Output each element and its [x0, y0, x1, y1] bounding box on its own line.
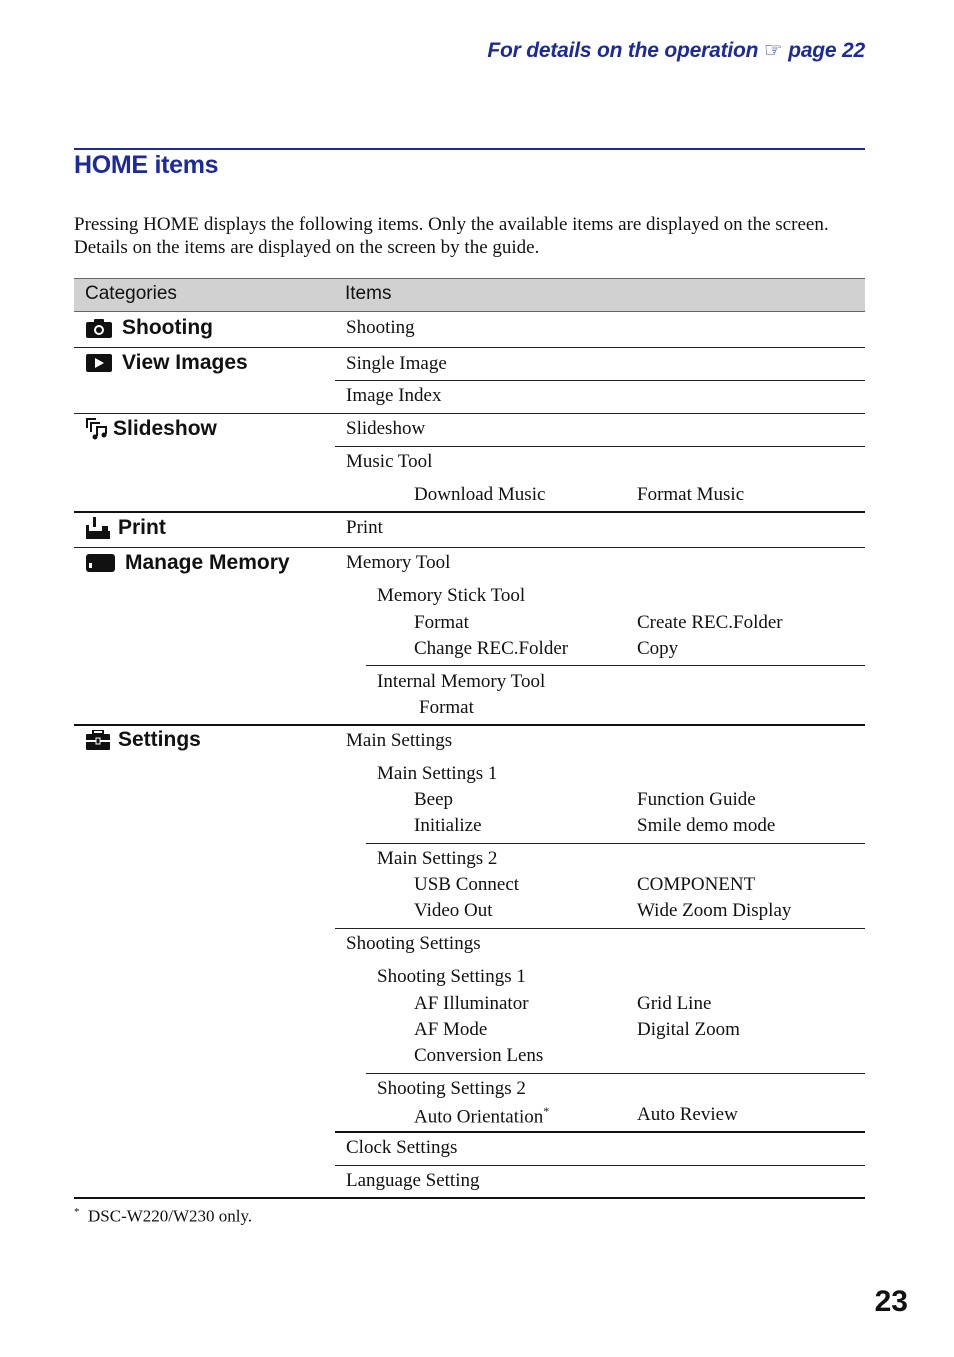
header-cross-reference	[487, 38, 865, 63]
item-beep: Beep	[414, 789, 454, 810]
row-divider	[74, 547, 865, 548]
item-af-illuminator: AF Illuminator	[414, 993, 529, 1014]
item-main-settings-1: Main Settings 1	[377, 763, 498, 784]
category-manage-memory	[86, 551, 290, 575]
item-auto-orientation-label: Auto Orientation	[414, 1106, 544, 1128]
row-divider	[335, 446, 865, 447]
row-divider	[74, 347, 865, 348]
item-language-setting: Language Setting	[346, 1170, 480, 1191]
item-music-tool: Music Tool	[346, 451, 433, 472]
item-shooting-settings-1: Shooting Settings 1	[377, 966, 526, 987]
category-label: Print	[118, 516, 166, 539]
item-memory-stick-tool: Memory Stick Tool	[377, 585, 526, 606]
playback-icon	[86, 354, 112, 372]
print-icon	[86, 517, 110, 539]
page-number: 23	[874, 1285, 908, 1318]
item-usb-connect: USB Connect	[414, 874, 520, 895]
row-divider	[335, 380, 865, 381]
table-header	[74, 278, 865, 312]
sub-divider	[366, 665, 865, 666]
table-bottom-rule	[74, 1197, 865, 1199]
item-download-music: Download Music	[414, 484, 546, 505]
sub-divider	[366, 1073, 865, 1074]
group-divider	[74, 511, 865, 513]
item-conversion-lens: Conversion Lens	[414, 1045, 544, 1066]
item-video-out: Video Out	[414, 900, 493, 921]
item-im-format: Format	[419, 697, 474, 718]
category-print	[86, 516, 166, 540]
item-function-guide: Function Guide	[637, 789, 756, 810]
item-grid-line: Grid Line	[637, 993, 712, 1014]
item-shooting-settings: Shooting Settings	[346, 933, 481, 954]
header-ref-text: For details on the operation	[487, 39, 759, 62]
item-component: COMPONENT	[637, 874, 756, 895]
header-ref-page: page 22	[788, 39, 865, 62]
item-format-music: Format Music	[637, 484, 745, 505]
row-divider	[335, 928, 865, 929]
group-divider	[335, 1131, 865, 1133]
item-single-image: Single Image	[346, 353, 447, 374]
item-slideshow: Slideshow	[346, 418, 426, 439]
category-label: Shooting	[122, 316, 213, 339]
col-items: Items	[345, 283, 392, 304]
item-memory-tool: Memory Tool	[346, 552, 451, 573]
item-ms-format: Format	[414, 612, 469, 633]
category-view-images	[86, 351, 248, 375]
category-shooting	[86, 316, 213, 340]
category-label: Manage Memory	[125, 551, 290, 574]
item-change-rec-folder: Change REC.Folder	[414, 638, 569, 659]
item-digital-zoom: Digital Zoom	[637, 1019, 740, 1040]
item-shooting-settings-2: Shooting Settings 2	[377, 1078, 526, 1099]
category-settings	[86, 728, 201, 752]
col-categories: Categories	[85, 283, 177, 304]
item-shooting: Shooting	[346, 317, 415, 338]
footnote-symbol: *	[74, 1206, 80, 1218]
item-copy: Copy	[637, 638, 679, 659]
item-auto-orientation	[414, 1104, 549, 1128]
row-divider	[74, 413, 865, 414]
title-rule	[74, 148, 865, 150]
camera-icon	[86, 318, 112, 338]
item-main-settings: Main Settings	[346, 730, 453, 751]
intro-paragraph: Pressing HOME displays the following items. Only the available items are displayed on the screen. Details on the items are displayed on the screen by the guide.	[74, 214, 829, 258]
item-af-mode: AF Mode	[414, 1019, 488, 1040]
section-title: HOME items	[74, 151, 219, 179]
item-image-index: Image Index	[346, 385, 442, 406]
item-smile-demo-mode: Smile demo mode	[637, 815, 776, 836]
item-print: Print	[346, 517, 383, 538]
item-initialize: Initialize	[414, 815, 482, 836]
footnote-mark: *	[543, 1104, 550, 1118]
item-wide-zoom-display: Wide Zoom Display	[637, 900, 792, 921]
group-divider	[74, 724, 865, 726]
footnote	[74, 1206, 252, 1227]
item-internal-memory-tool: Internal Memory Tool	[377, 671, 546, 692]
memory-card-icon	[86, 554, 115, 572]
toolbox-icon	[86, 730, 110, 750]
row-divider	[335, 1165, 865, 1166]
pointing-hand-icon: ☞	[763, 39, 783, 62]
footnote-text: DSC-W220/W230 only.	[88, 1206, 253, 1226]
category-label: View Images	[122, 351, 248, 374]
category-label: Slideshow	[113, 417, 217, 440]
item-main-settings-2: Main Settings 2	[377, 848, 498, 869]
item-create-rec-folder: Create REC.Folder	[637, 612, 783, 633]
item-auto-review: Auto Review	[637, 1104, 738, 1125]
category-slideshow	[86, 417, 217, 441]
sub-divider	[366, 843, 865, 844]
category-label: Settings	[118, 728, 201, 751]
slideshow-icon	[86, 418, 108, 440]
item-clock-settings: Clock Settings	[346, 1137, 458, 1158]
